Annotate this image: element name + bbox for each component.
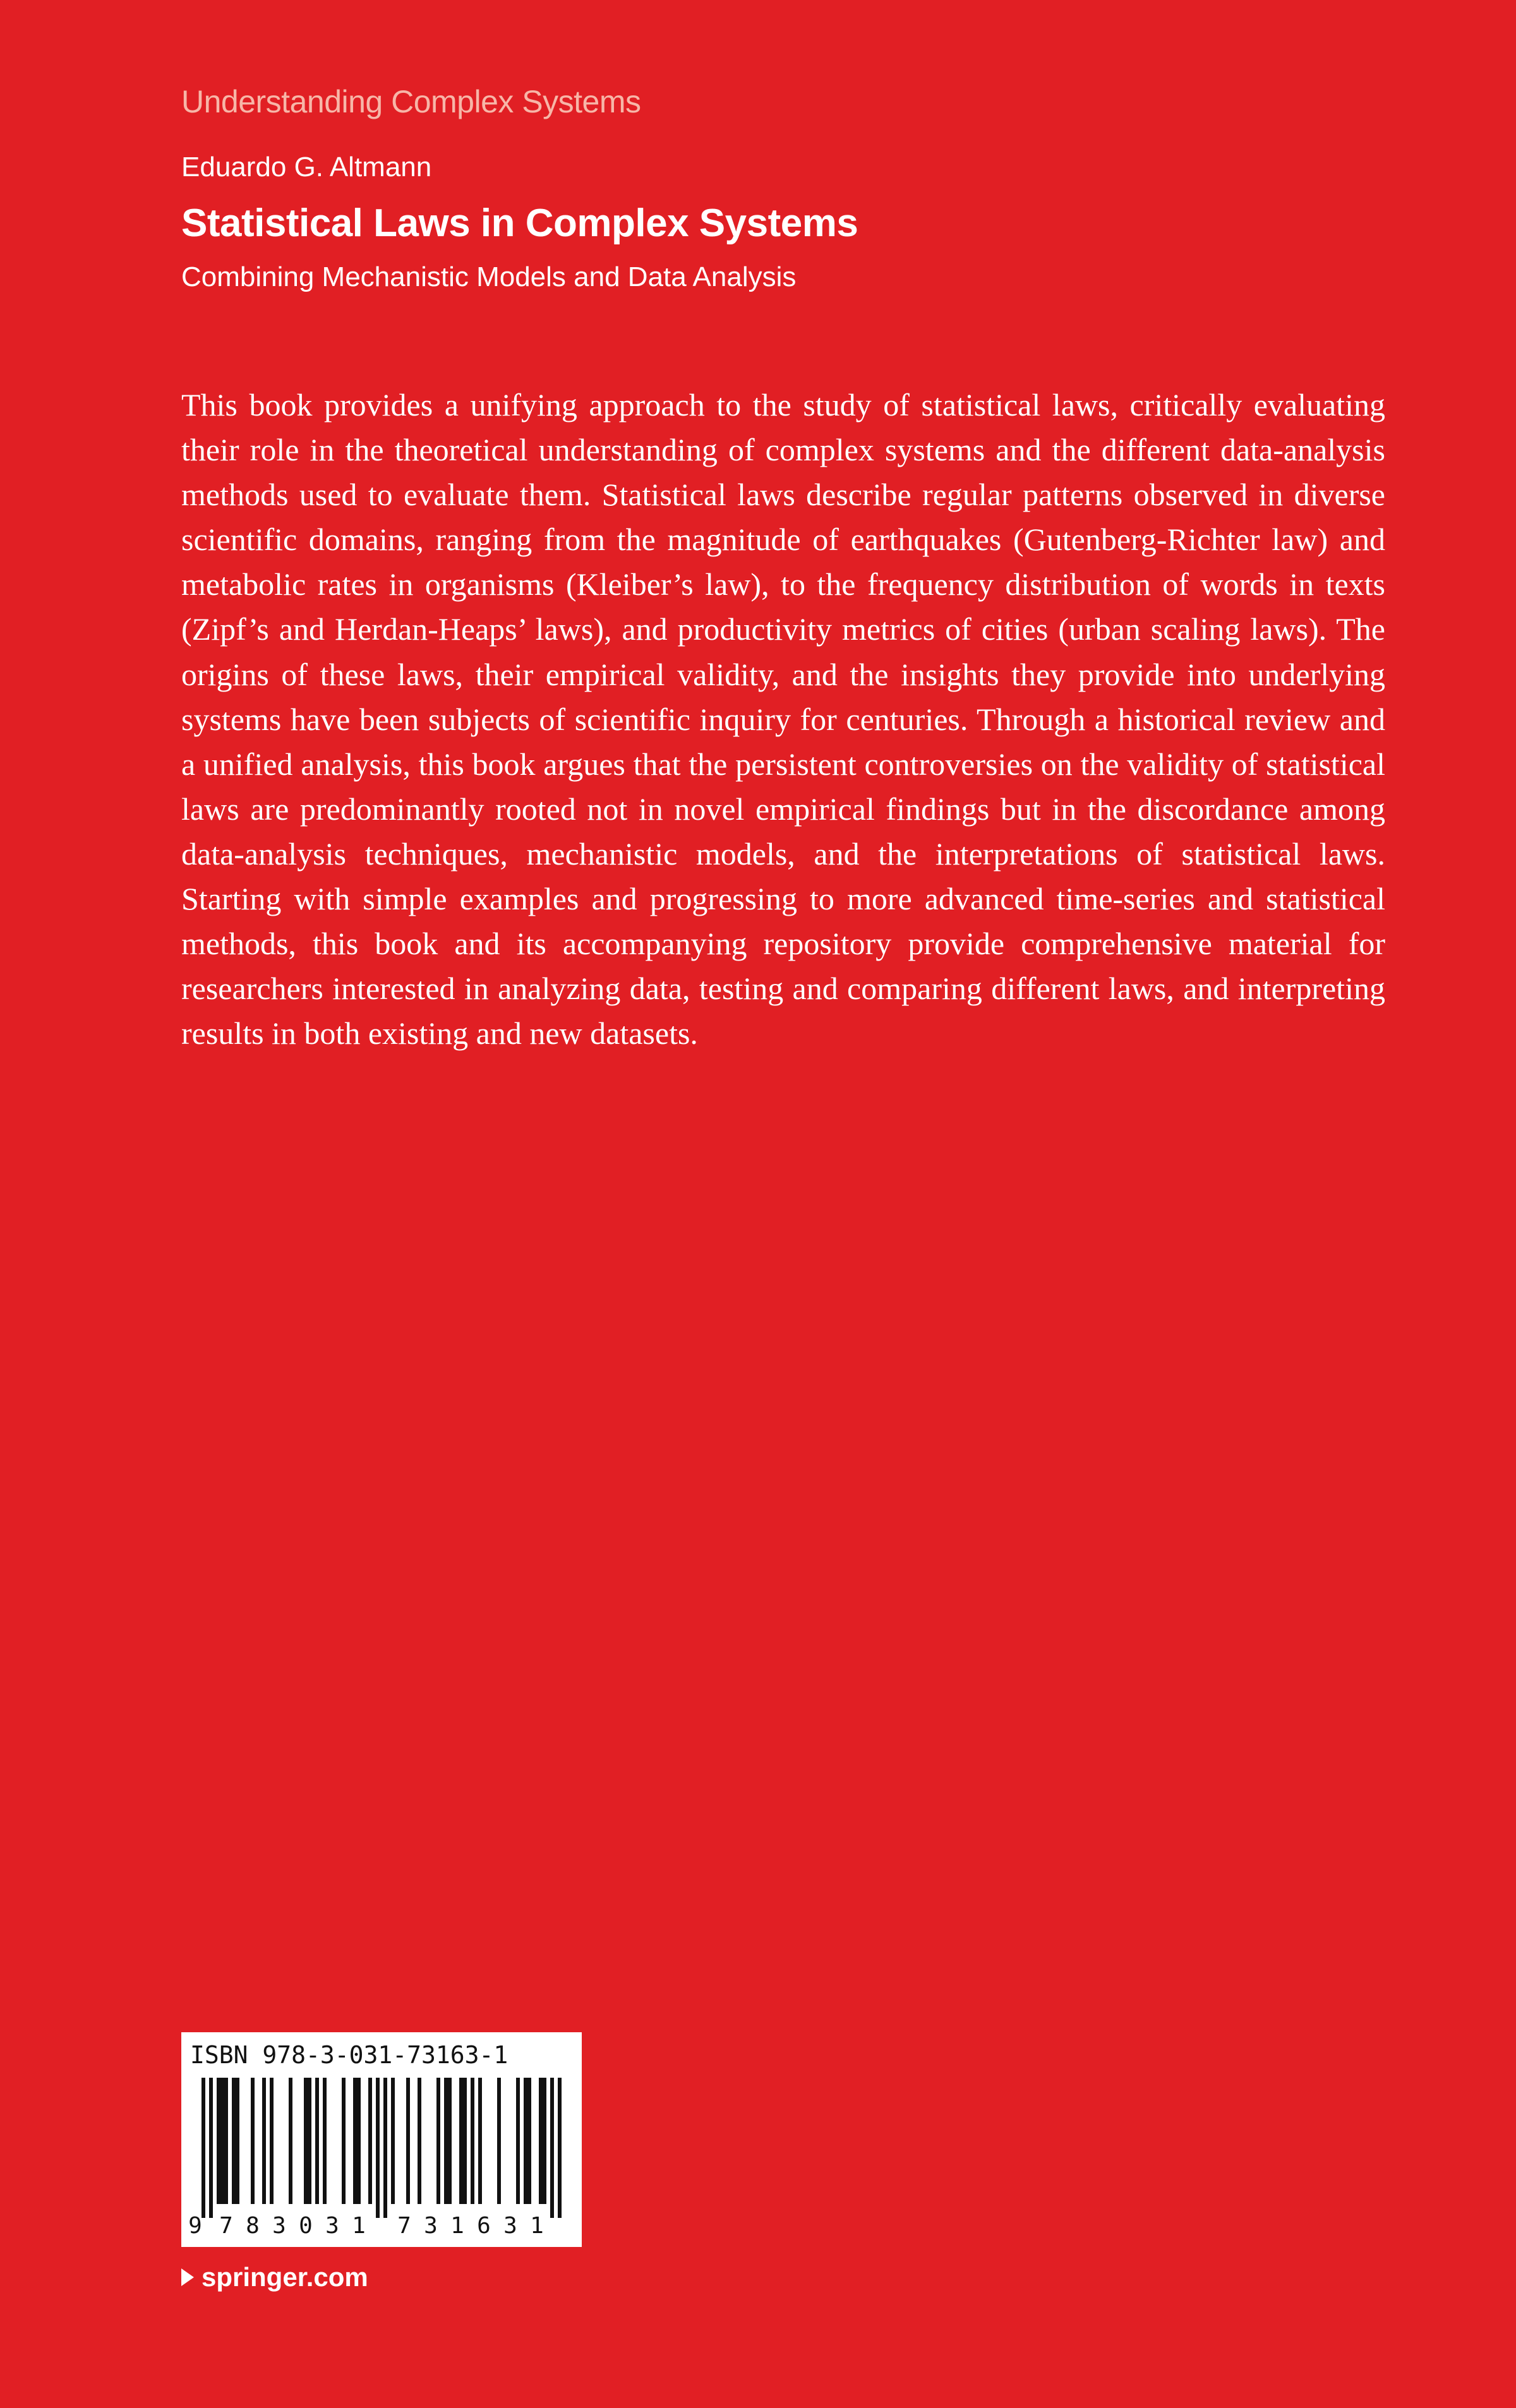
barcode-bar [270,2078,274,2204]
author-name: Eduardo G. Altmann [181,152,432,183]
barcode-digit: 0 [299,2213,313,2239]
barcode-bar [304,2078,308,2204]
barcode-digit: 7 [397,2213,411,2239]
barcode-bar [436,2078,440,2204]
barcode-bar [550,2078,554,2218]
barcode-bar [220,2078,224,2204]
barcode-digit: 6 [477,2213,491,2239]
barcode-bar [463,2078,467,2204]
barcode-bar [289,2078,292,2204]
barcode-digit: 3 [325,2213,339,2239]
barcode-bar [391,2078,395,2204]
barcode-bar [209,2078,213,2218]
barcode-bar [527,2078,531,2204]
barcode-bar [543,2078,546,2204]
publisher-link-text[interactable]: springer.com [202,2262,368,2292]
barcode-digit: 9 [188,2213,202,2239]
isbn-barcode-panel [181,2032,582,2247]
barcode-graphic [190,2078,573,2239]
barcode-bar [539,2078,543,2204]
barcode-bar [376,2078,380,2218]
barcode-bar [471,2078,474,2204]
book-title: Statistical Laws in Complex Systems [181,201,858,245]
barcode-bar [406,2078,410,2204]
barcode-bar [323,2078,327,2204]
publisher-link[interactable] [181,2262,368,2292]
barcode-bar [342,2078,346,2204]
barcode-digit: 1 [450,2213,464,2239]
barcode-bar [262,2078,266,2204]
book-subtitle: Combining Mechanistic Models and Data Analysis [181,261,797,292]
barcode-digit: 3 [424,2213,438,2239]
barcode-bar [251,2078,255,2204]
barcode-bar [558,2078,562,2218]
barcode-bar [448,2078,452,2204]
barcode-bar [459,2078,463,2204]
barcode-bar [444,2078,448,2204]
barcode-bar [478,2078,482,2204]
barcode-digit: 3 [272,2213,286,2239]
book-description: This book provides a unifying approach to the study of statistical laws, critically evaluating their role in the theoretical understanding of complex systems and the different data-analysis methods used to evaluate them. Statistical laws describe regular patterns observed in diverse scientific domains, ranging from the magnitude of earthquakes (Gutenberg-Richter law) and metabolic rates in organisms (Kleiber’s law), to the frequency distribution of words in texts (Zipf’s and Herdan-Heaps’ laws), and productivity metrics of cities (urban scaling laws). The origins of these laws, their empirical validity, and the insights they provide into underlying systems have been subjects of scientific inquiry for centuries. Through a historical review and a unified analysis, this book argues that the persistent controversies on the validity of statistical laws are predominantly rooted not in novel empirical findings but in the discordance among data-analysis techniques, mechanistic models, and the interpretations of statistical laws. Starting with simple examples and progressing to more advanced time-series and statistical methods, this book and its accompanying repository provide comprehensive material for researchers interested in analyzing data, testing and comparing different laws, and interpreting results in both existing and new datasets. [181,387,1385,1051]
barcode-digit: 3 [503,2213,517,2239]
barcode-bar [202,2078,205,2218]
barcode-digit: 7 [219,2213,233,2239]
barcode-digit: 1 [530,2213,544,2239]
barcode-digit: 8 [246,2213,260,2239]
barcode-bar [524,2078,527,2204]
barcode-bar [418,2078,421,2204]
barcode-bar [315,2078,319,2204]
barcode-bar [357,2078,361,2204]
arrow-right-icon [181,2268,194,2286]
barcode-bar [236,2078,239,2204]
series-name: Understanding Complex Systems [181,84,641,119]
barcode-bar [383,2078,387,2218]
barcode-bar [308,2078,311,2204]
barcode-digit: 1 [352,2213,366,2239]
isbn-label: ISBN 978-3-031-73163-1 [190,2041,508,2069]
barcode-bar [516,2078,520,2204]
barcode-bar [232,2078,236,2204]
barcode-bar [368,2078,372,2204]
barcode-bar [353,2078,357,2204]
barcode-bar [224,2078,228,2204]
barcode-bar [217,2078,220,2204]
barcode-bar [497,2078,501,2204]
